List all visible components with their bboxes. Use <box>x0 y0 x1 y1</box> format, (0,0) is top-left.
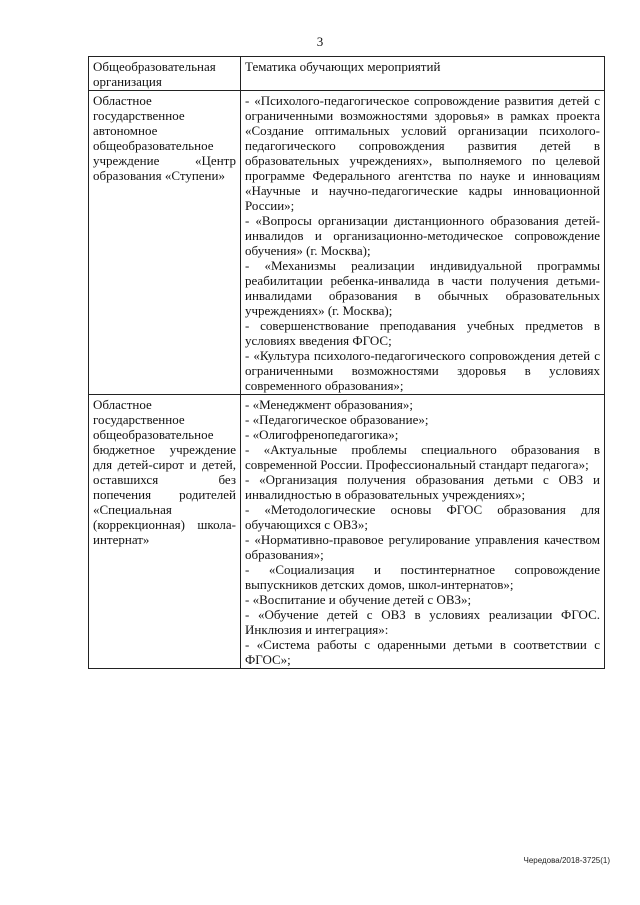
organization-cell: Областное государственное автономное общеобразовательное учреждение «Центр образования «Ступени» <box>89 91 241 395</box>
topic-item: - «Механизмы реализации индивидуальной программы реабилитации ребенка-инвалида в части получения детьми-инвалидами образования в обычных образовательных учреждениях» (г. Москва); <box>245 258 600 318</box>
topic-item: - «Актуальные проблемы специального образования в современной России. Профессиональный стандарт педагога»; <box>245 442 600 472</box>
topic-item: - «Педагогическое образование»; <box>245 412 429 427</box>
events-table <box>88 56 605 669</box>
topic-item: - «Нормативно-правовое регулирование управления качеством образования»; <box>245 532 600 562</box>
topics-cell <box>241 91 605 395</box>
topic-item: - «Обучение детей с ОВЗ в условиях реализации ФГОС. Инклюзия и интеграция»: <box>245 607 600 637</box>
topic-item: - «Организация получения образования детьми с ОВЗ и инвалидностью в образовательных учреждениях»; <box>245 472 600 502</box>
header-organization: Общеобразовательная организация <box>89 57 241 91</box>
organization-cell: Областное государственное общеобразовательное бюджетное учреждение для детей-сирот и детей, оставшихся без попечения родителей «Специальная (коррекционная) школа-интернат» <box>89 395 241 669</box>
table-row <box>89 91 605 395</box>
topic-item: - «Менеджмент образования»; <box>245 397 413 412</box>
topic-item: - «Вопросы организации дистанционного образования детей-инвалидов и организационно-методическое сопровождение обучения» (г. Москва); <box>245 213 600 258</box>
topic-item: - «Система работы с одаренными детьми в соответствии с ФГОС»; <box>245 637 600 667</box>
document-reference-code: Чередова/2018-3725(1) <box>523 856 610 865</box>
topic-item: - «Воспитание и обучение детей с ОВЗ»; <box>245 592 472 607</box>
table-row <box>89 395 605 669</box>
topic-item: - «Олигофренопедагогика»; <box>245 427 399 442</box>
table-header-row <box>89 57 605 91</box>
topics-cell <box>241 395 605 669</box>
topic-item: - «Культура психолого-педагогического сопровождения детей с ограниченными возможностями здоровья в условиях современного образования»; <box>245 348 600 393</box>
topic-item: - «Психолого-педагогическое сопровождение развития детей с ограниченными возможностями здоровья» в рамках проекта «Создание оптимальных условий организации психолого-педагогического сопровождения развития детей в образовательных учреждениях», выполняемого по целевой программе Федерального агентства по науке и инновациям «Научные и научно-педагогические кадры инновационной России»; <box>245 93 600 213</box>
topic-item: - «Методологические основы ФГОС образования для обучающихся с ОВЗ»; <box>245 502 600 532</box>
page-number: 3 <box>316 34 324 49</box>
header-topics: Тематика обучающих мероприятий <box>241 57 605 91</box>
topic-item: - «Социализация и постинтернатное сопровождение выпускников детских домов, школ-интернатов»; <box>245 562 600 592</box>
topic-item: - совершенствование преподавания учебных предметов в условиях введения ФГОС; <box>245 318 600 348</box>
